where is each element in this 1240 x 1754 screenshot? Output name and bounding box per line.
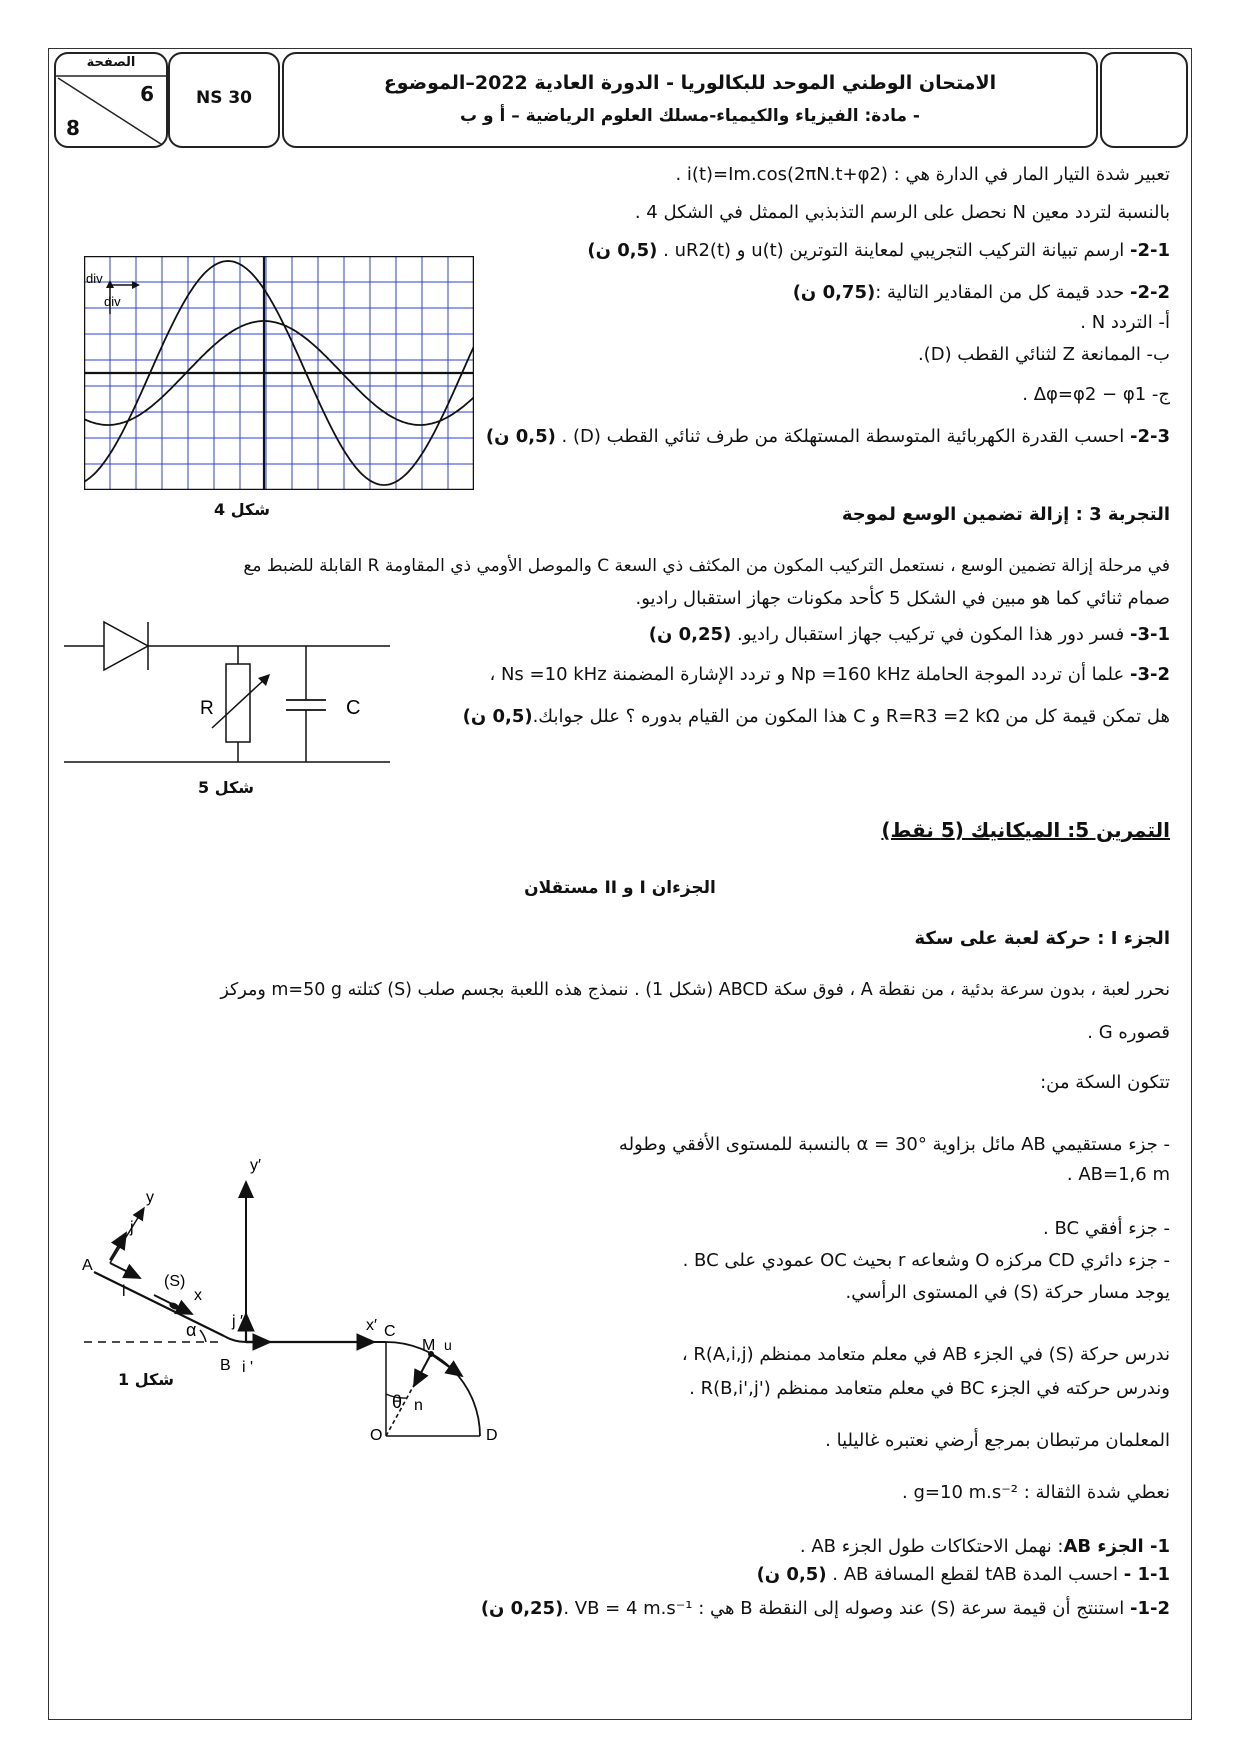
- exam-code: NS 30: [195, 88, 253, 108]
- label-c: C: [384, 1323, 396, 1340]
- q-num: 2-3-: [1129, 426, 1170, 447]
- experiment-3-intro: في مرحلة إزالة تضمين الوسع ، نستعمل التركيب المكون من المكثف ذي السعة C والموصل الأومي ذي المقاومة R القابلة للضبط مع: [243, 556, 1170, 576]
- q-text: علما أن تردد الموجة الحاملة Np =160 kHz و تردد الإشارة المضمنة Ns =10 kHz ،: [489, 664, 1130, 685]
- q-points: (0,5 ن): [485, 426, 556, 447]
- vector-i: [110, 1263, 140, 1278]
- galilean-frame: المعلمان مرتبطان بمرجع أرضي نعتبره غاليليا .: [825, 1430, 1170, 1451]
- label-i: i: [122, 1283, 126, 1300]
- vertical-plane: يوجد مسار حركة (S) في المستوى الرأسي.: [845, 1282, 1170, 1303]
- incline-ab: [94, 1272, 224, 1336]
- page-label: الصفحة: [86, 55, 136, 70]
- exam-subject: - مادة: الفيزياء والكيمياء-مسلك العلوم الرياضية – أ و ب: [460, 106, 920, 126]
- label-j: j: [130, 1219, 134, 1236]
- question-3-2-b: [463, 706, 1170, 727]
- rail-part-ab-length: AB=1,6 m .: [1066, 1164, 1170, 1185]
- q-text: هل تمكن قيمة كل من R=R3 =2 kΩ و C هذا المكون من القيام بدوره ؟ علل جوابك.: [532, 706, 1170, 727]
- q-text: احسب المدة tAB لقطع المسافة AB .: [826, 1564, 1124, 1585]
- angle-alpha-arc: [200, 1330, 206, 1342]
- q-text: احسب القدرة الكهربائية المتوسطة المستهلكة من طرف ثنائي القطب (D) .: [555, 426, 1130, 447]
- part-1-title: الجزء I : حركة لعبة على سكة: [914, 928, 1170, 949]
- question-1-1: [757, 1564, 1170, 1585]
- q-text: فسر دور هذا المكون في تركيب جهاز استقبال راديو.: [731, 624, 1130, 645]
- rail-description: تتكون السكة من:: [1040, 1072, 1170, 1093]
- q-points: (0,5 ن): [587, 240, 658, 261]
- part-1-intro: نحرر لعبة ، بدون سرعة بدئية ، من نقطة A ، فوق سكة ABCD (شكل 1) . ننمذج هذه اللعبة بجسم صلب (S) كتلته m=50 g ومركز: [220, 980, 1170, 1000]
- q-points: (0,25 ن): [480, 1598, 564, 1619]
- page-total: 8: [66, 116, 80, 140]
- frame-ab: ندرس حركة (S) في الجزء AB في معلم متعامد ممنظم R(A,i,j) ،: [681, 1344, 1170, 1365]
- q-num: 2-1-: [1129, 240, 1170, 261]
- q-num: 3-1-: [1129, 624, 1170, 645]
- q-points: (0,75 ن): [792, 282, 876, 303]
- question-2-2-c: ج- Δφ=φ2 − φ1 .: [1022, 384, 1170, 405]
- arrow-up-icon: [106, 280, 114, 288]
- label-a: A: [82, 1257, 93, 1274]
- label-u: u: [444, 1337, 452, 1353]
- question-3-1: [649, 624, 1170, 645]
- question-2-1: [587, 240, 1170, 261]
- q-num: 1- الجزء AB: [1063, 1536, 1170, 1557]
- q-text: استنتج أن قيمة سرعة (S) عند وصوله إلى النقطة B هي : VB = 4 m.s⁻¹ .: [563, 1598, 1130, 1619]
- rail-part-cd: - جزء دائري CD مركزه O وشعاعه r بحيث OC عمودي على BC .: [682, 1250, 1170, 1271]
- q-text: حدد قيمة كل من المقادير التالية :: [875, 282, 1130, 303]
- vector-u: [431, 1354, 462, 1376]
- exam-title-box: [282, 52, 1098, 148]
- question-1: [800, 1536, 1170, 1557]
- experiment-3-title: [842, 504, 1170, 525]
- label-y: y: [146, 1189, 154, 1206]
- label-m: M: [422, 1337, 436, 1354]
- q-text: ارسم تبيانة التركيب التجريبي لمعاينة التوترين u(t) و uR2(t) .: [657, 240, 1130, 261]
- exp-num: التجربة 3: [1089, 504, 1170, 525]
- q-points: (0,5 ن): [756, 1564, 827, 1585]
- figure-5-caption: شكل 5: [198, 778, 255, 797]
- question-2-3: [486, 426, 1170, 447]
- label-alpha: α: [186, 1320, 197, 1340]
- q-text: : نهمل الاحتكاكات طول الجزء AB .: [799, 1536, 1064, 1557]
- demodulator-circuit: [64, 604, 394, 774]
- label-x: x: [194, 1287, 202, 1304]
- oscillogram-figure: [84, 256, 474, 490]
- frame-bc: وندرس حركته في الجزء BC في معلم متعامد ممنظم R(B,i',j') .: [689, 1378, 1170, 1399]
- axis-y: [110, 1208, 144, 1263]
- vector-n: [414, 1354, 431, 1386]
- current-expression: تعبير شدة التيار المار في الدارة هي : i(t)=Im.cos(2πN.t+φ2) .: [675, 164, 1170, 185]
- label-d: D: [486, 1427, 498, 1440]
- question-2-2-b: ب- الممانعة Z لثنائي القطب (D).: [917, 344, 1170, 365]
- q-points: (0,25 ن): [648, 624, 732, 645]
- page-number-box: [54, 52, 168, 148]
- vector-j: [110, 1233, 126, 1260]
- q-num: 1-2-: [1129, 1598, 1170, 1619]
- figure-1-caption: شكل 1: [118, 1370, 175, 1389]
- page-current: 6: [140, 82, 154, 106]
- q-num: 3-2-: [1129, 664, 1170, 685]
- q-num: 2-2-: [1129, 282, 1170, 303]
- unit-vertical: div: [86, 271, 103, 286]
- figure-4-caption: شكل 4: [214, 500, 271, 519]
- label-i-prime: i ': [242, 1359, 254, 1376]
- capacitor-label: C: [346, 697, 361, 719]
- q-points: (0,5 ن): [462, 706, 533, 727]
- frequency-line: بالنسبة لتردد معين N نحصل على الرسم التذبذبي الممثل في الشكل 4 .: [634, 202, 1170, 223]
- label-o: O: [370, 1427, 383, 1440]
- rail-part-bc: - جزء أفقي BC .: [1043, 1218, 1170, 1239]
- exam-title: الامتحان الوطني الموحد للبكالوريا - الدورة العادية 2022–الموضوع: [383, 72, 997, 94]
- question-3-2: [489, 664, 1170, 685]
- track-figure: [74, 1140, 564, 1440]
- label-j-prime: j ′: [232, 1313, 243, 1330]
- label-theta: θ: [392, 1392, 403, 1412]
- unit-horizontal: div: [104, 294, 121, 309]
- experiment-3-intro-2: صمام ثنائي كما هو مبين في الشكل 5 كأحد مكونات جهاز استقبال راديو.: [635, 588, 1170, 609]
- gravity-value: نعطي شدة الثقالة : g=10 m.s⁻² .: [902, 1482, 1170, 1503]
- label-b: B: [220, 1357, 231, 1374]
- header-empty-box: [1100, 52, 1188, 148]
- label-y-prime: y′: [250, 1157, 261, 1174]
- exam-code-box: [168, 52, 280, 148]
- question-2-2: [793, 282, 1170, 303]
- label-x-prime: x′: [366, 1317, 377, 1334]
- rail-part-ab: - جزء مستقيمي AB مائل بزاوية α = 30° بالنسبة للمستوى الأفقي وطوله: [618, 1134, 1170, 1155]
- question-1-2: [481, 1598, 1170, 1619]
- exercise-5-title: التمرين 5: الميكانيك (5 نقط): [881, 818, 1170, 842]
- q-num: 1-1 -: [1123, 1564, 1170, 1585]
- exp-title: : إزالة تضمين الوسع لموجة: [841, 504, 1090, 525]
- resistor-label: R: [200, 698, 214, 719]
- label-n: n: [414, 1397, 423, 1414]
- label-s: (S): [164, 1273, 186, 1290]
- question-2-2-a: أ- التردد N .: [1080, 312, 1170, 333]
- junction-curve: [224, 1336, 246, 1342]
- part-1-intro-2: قصوره G .: [1087, 1022, 1170, 1043]
- diode-icon: [104, 622, 148, 670]
- parts-independent: الجزءان I و II مستقلان: [524, 878, 716, 898]
